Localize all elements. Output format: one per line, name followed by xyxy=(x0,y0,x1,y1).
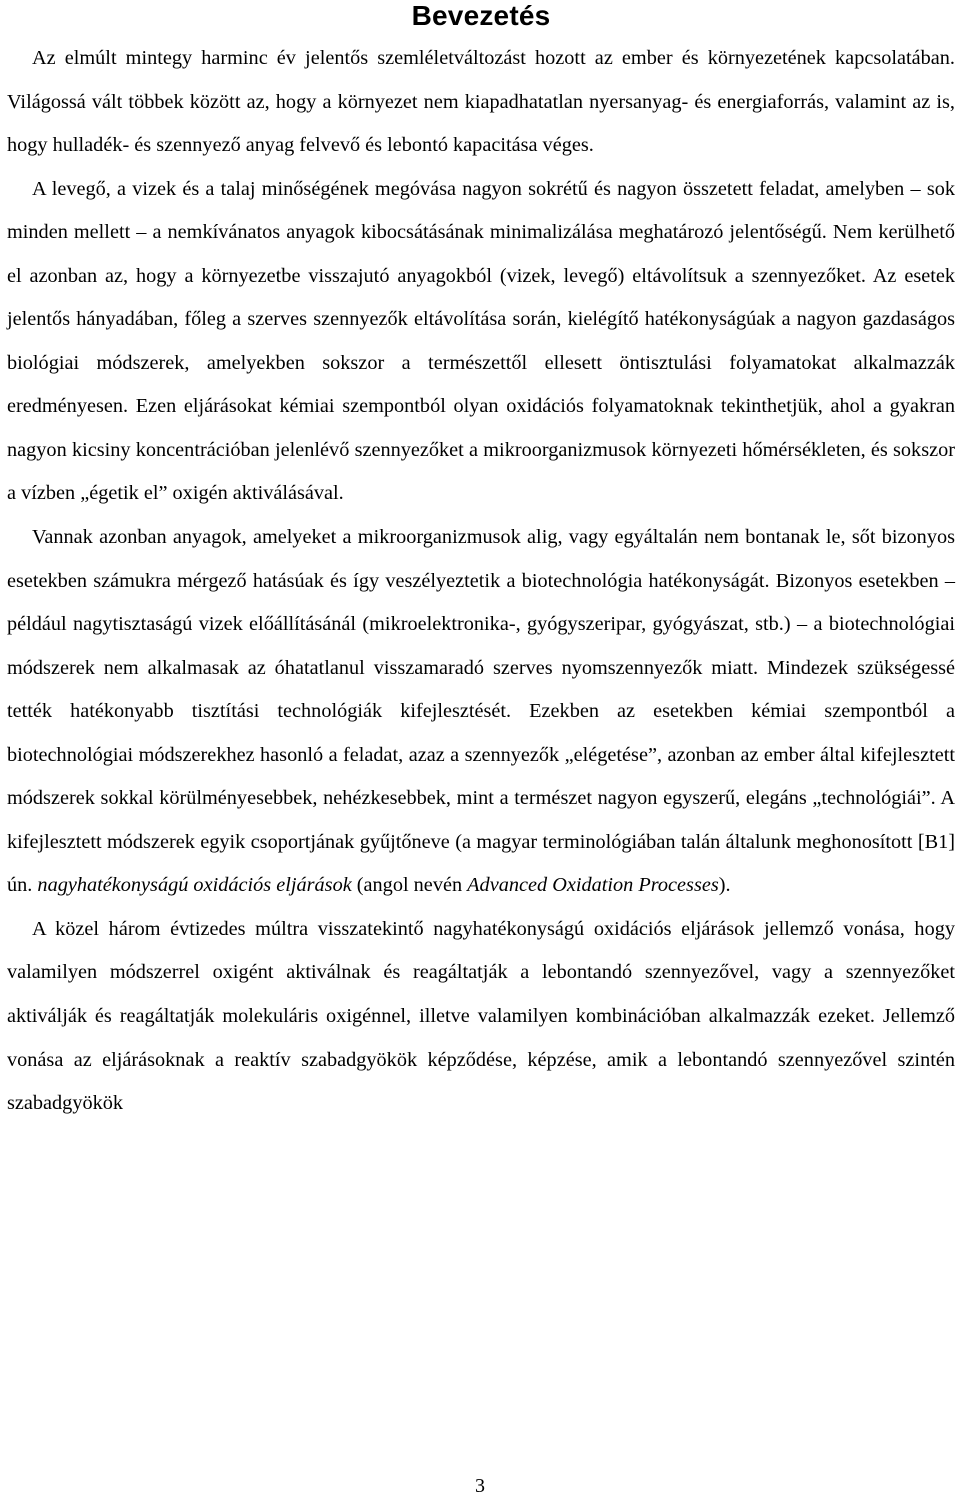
paragraph-3 xyxy=(7,516,955,908)
paragraph-text: A közel három évtizedes múltra visszatekintő nagyhatékonyságú oxidációs eljárások jellemző vonása, hogy valamilyen módszerrel oxigént aktiválnak és reagáltatják a lebontandó szennyezővel, vagy a szennyezőket aktiválják és reagáltatják molekuláris oxigénnel, illetve valamilyen kombinációban alkalmazzák ezeket. Jellemző vonása az eljárásoknak a reaktív szabadgyökök képződése, képzése, amik a lebontandó szennyezővel szintén szabadgyökök xyxy=(7,917,955,1115)
paragraph-text: Vannak azonban anyagok, amelyeket a mikroorganizmusok alig, vagy egyáltalán nem bontanak le, sőt bizonyos esetekben számukra mérgező hatásúak és így veszélyeztetik a biotechnológia hatékonyságát. Bizonyos esetekben – például nagytisztaságú vizek előállításánál (mikroelektronika-, gyógyszeripar, gyógyászat, stb.) – a biotechnológiai módszerek nem alkalmasak az óhatatlanul visszamaradó szerves nyomszennyezők miatt. Mindezek szükségessé tették hatékonyabb tisztítási technológiák kifejlesztését. Ezekben az esetekben kémiai szempontból a biotechnológiai módszerekhez hasonló a feladat, azaz a szennyezők „elégetése”, azonban az ember által kifejlesztett módszerek sokkal körülményesebbek, nehézkesebbek, mint a természet nagyon egyszerű, elegáns „technológiái”. A kifejlesztett módszerek egyik csoportjának gyűjtőneve (a magyar terminológiában talán általunk meghonosított [B1] ún. xyxy=(7,526,955,897)
paragraph-text: (angol nevén xyxy=(351,874,468,897)
paragraph-1 xyxy=(7,37,955,168)
body-text xyxy=(7,37,955,1126)
paragraph-4 xyxy=(7,908,955,1126)
paragraph-2 xyxy=(7,168,955,516)
italic-term: nagyhatékonyságú oxidációs eljárások xyxy=(37,874,352,897)
page-number: 3 xyxy=(475,1475,485,1497)
paragraph-text: ). xyxy=(718,874,731,897)
italic-english-term: Advanced Oxidation Processes xyxy=(467,874,719,897)
paragraph-text: Az elmúlt mintegy harminc év jelentős szemléletváltozást hozott az ember és környezetének kapcsolatában. Világossá vált többek között az, hogy a környezet nem kiapadhatatlan nyersanyag- és energiaforrás, valamint az is, hogy hulladék- és szennyező anyag felvevő és lebontó kapacitása véges. xyxy=(7,47,955,157)
page-title: Bevezetés xyxy=(411,0,551,31)
paragraph-text: A levegő, a vizek és a talaj minőségének megóvása nagyon sokrétű és nagyon összetett feladat, amelyben – sok minden mellett – a nemkívánatos anyagok kibocsátásának minimalizálása meghatározó jelentőségű. Nem kerülhető el azonban az, hogy a környezetbe visszajutó anyagokból (vizek, levegő) eltávolítsuk a szennyezőket. Az esetek jelentős hányadában, főleg a szerves szennyezők eltávolítása során, kielégítő hatékonyságúak a nagyon gazdaságos biológiai módszerek, amelyekben sokszor a természettől ellesett öntisztulási folyamatokat alkalmazzák eredményesen. Ezen eljárásokat kémiai szempontból olyan oxidációs folyamatoknak tekinthetjük, ahol a gyakran nagyon kicsiny koncentrációban jelenlévő szennyezőket a mikroorganizmusok környezeti hőmérsékleten, és sokszor a vízben „égetik el” oxigén aktiválásával. xyxy=(7,177,955,505)
